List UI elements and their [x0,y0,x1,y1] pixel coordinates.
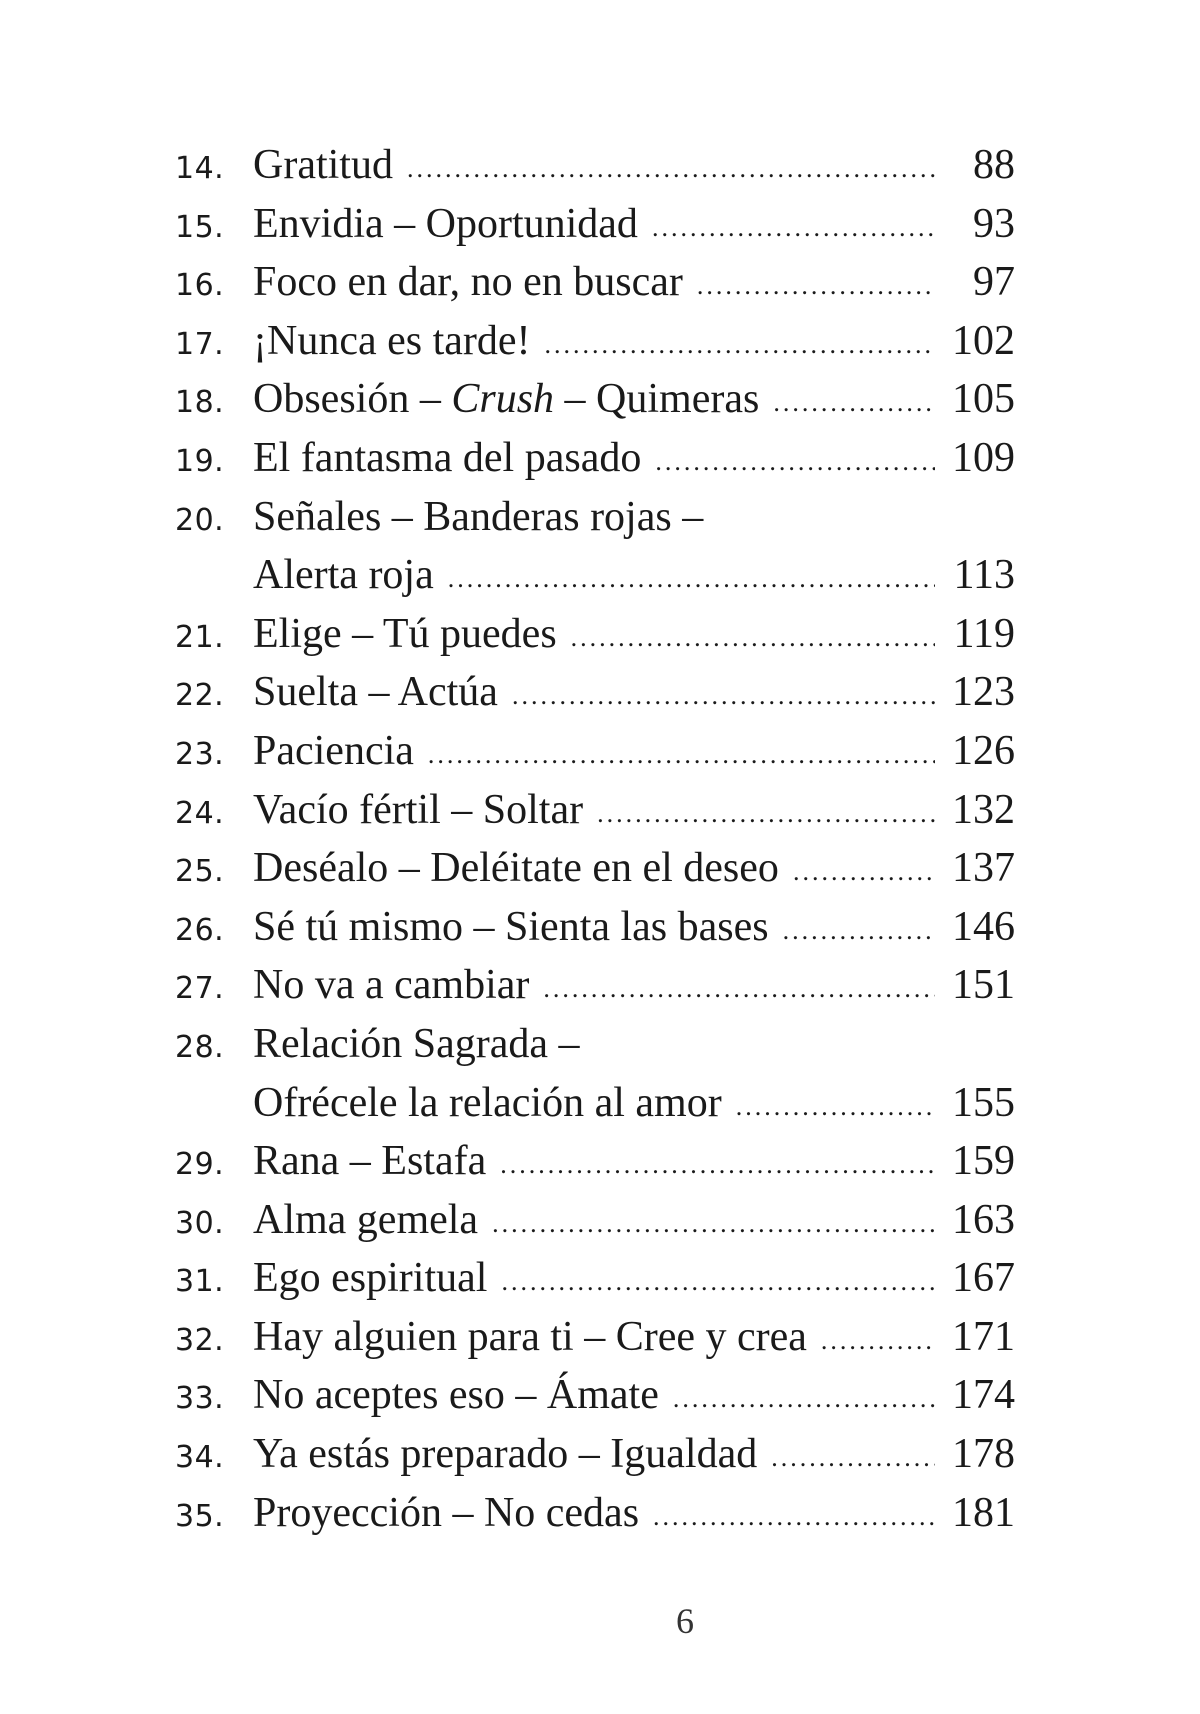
entry-page: 97 [973,259,1015,306]
entry-page: 159 [952,1138,1015,1185]
dot-leader [545,316,935,375]
dot-leader [673,1370,935,1429]
toc-entry [175,781,1015,840]
entry-title: Vacío fértil – Soltar [253,786,584,833]
entry-page: 155 [952,1079,1015,1126]
entry-page: 137 [952,845,1015,892]
entry-title-continuation: Ofrécele la relación al amor [253,1079,722,1126]
dot-leader [501,1253,935,1312]
dot-leader [655,433,935,492]
dot-leader [571,609,935,668]
toc-entry [175,370,1015,429]
entry-page: 171 [952,1313,1015,1360]
toc-entry [175,488,1015,547]
dot-leader [771,1429,935,1488]
entry-number: 25. [175,854,225,890]
toc-entry [175,663,1015,722]
toc-entry [175,1191,1015,1250]
entry-title: Foco en dar, no en buscar [253,259,683,306]
entry-number: 27. [175,971,225,1007]
entry-page: 119 [953,610,1015,657]
entry-page: 181 [952,1489,1015,1536]
toc-entry-continuation [175,546,1015,605]
dot-leader [653,1488,935,1547]
toc-entry [175,1249,1015,1308]
dot-leader [500,1136,935,1195]
entry-number: 28. [175,1029,225,1065]
entry-title: Elige – Tú puedes [253,610,557,657]
dot-leader [492,1195,935,1254]
entry-title-continuation: Alerta roja [253,552,434,599]
toc-entry [175,1132,1015,1191]
entry-page: 174 [952,1372,1015,1419]
toc-entry [175,956,1015,1015]
entry-title: Envidia – Oportunidad [253,200,638,247]
entry-title: Suelta – Actúa [253,669,498,716]
entry-number: 34. [175,1440,225,1476]
entry-number: 30. [175,1205,225,1241]
dot-leader [407,140,935,199]
entry-number: 23. [175,736,225,772]
entry-page: 146 [952,903,1015,950]
entry-number: 14. [175,151,225,186]
toc-entry [175,1308,1015,1367]
toc-entry [175,605,1015,664]
entry-page: 93 [973,200,1015,247]
toc-entry-continuation [175,1074,1015,1133]
entry-number: 15. [175,209,225,245]
entry-title: El fantasma del pasado [253,434,642,481]
entry-title-part: – Quimeras [554,376,760,423]
entry-number: 35. [175,1498,225,1534]
dot-leader [652,199,935,258]
entry-number: 29. [175,1147,225,1183]
entry-page: 178 [952,1431,1015,1478]
entry-title: Relación Sagrada – [253,1020,580,1067]
toc-entry [175,722,1015,781]
entry-page: 123 [952,669,1015,716]
entry-title: Deséalo – Deléitate en el deseo [253,845,779,892]
dot-leader [448,550,935,609]
entry-page: 167 [952,1255,1015,1302]
toc-entry [175,253,1015,312]
entry-title: Rana – Estafa [253,1138,487,1185]
entry-number: 26. [175,912,225,948]
entry-number: 24. [175,795,225,831]
dot-leader [512,667,935,726]
toc-entry [175,1366,1015,1425]
toc-entry [175,1015,1015,1074]
dot-leader [793,843,935,902]
entry-page: 113 [953,552,1015,599]
entry-number: 18. [175,385,225,421]
entry-page: 109 [952,434,1015,481]
entry-title: ¡Nunca es tarde! [253,317,531,364]
entry-number: 20. [175,502,225,538]
entry-number: 31. [175,1264,225,1300]
entry-page: 88 [973,142,1015,188]
entry-page: 132 [952,786,1015,833]
entry-page: 105 [952,376,1015,423]
entry-page: 151 [952,962,1015,1009]
entry-page: 126 [952,727,1015,774]
entry-number: 22. [175,678,225,714]
entry-title: Ego espiritual [253,1255,488,1302]
entry-number: 21. [175,619,225,655]
table-of-contents [175,136,1015,1542]
entry-page: 163 [952,1196,1015,1243]
entry-title: Señales – Banderas rojas – [253,493,704,540]
toc-entry [175,1425,1015,1484]
dot-leader [697,257,935,316]
entry-title [253,370,759,429]
toc-entry [175,312,1015,371]
entry-title: Alma gemela [253,1196,479,1243]
entry-title: Ya estás preparado – Igualdad [253,1431,758,1478]
dot-leader [821,1312,935,1371]
entry-title: Proyección – No cedas [253,1489,640,1536]
dot-leader [543,960,935,1019]
entry-title: Hay alguien para ti – Cree y crea [253,1313,807,1360]
entry-title: Paciencia [253,727,414,774]
entry-title: No aceptes eso – Ámate [253,1372,659,1419]
dot-leader [597,785,935,844]
toc-entry [175,898,1015,957]
dot-leader [736,1078,935,1137]
toc-entry [175,429,1015,488]
entry-number: 16. [175,268,225,304]
entry-number: 19. [175,443,225,479]
dot-leader [783,902,935,961]
entry-number: 17. [175,326,225,362]
toc-entry [175,195,1015,254]
toc-entry [175,839,1015,898]
dot-leader [428,726,935,785]
entry-title: No va a cambiar [253,962,530,1009]
entry-number: 32. [175,1322,225,1358]
entry-title: Sé tú mismo – Sienta las bases [253,903,769,950]
dot-leader [773,374,935,433]
entry-title: Gratitud [253,142,393,188]
entry-title-part: Obsesión – [253,376,452,423]
entry-number: 33. [175,1381,225,1417]
entry-title-italic: Crush [451,376,555,423]
entry-page: 102 [952,317,1015,364]
toc-entry [175,136,1015,195]
toc-entry [175,1484,1015,1543]
page-number: 6 [676,1601,694,1641]
